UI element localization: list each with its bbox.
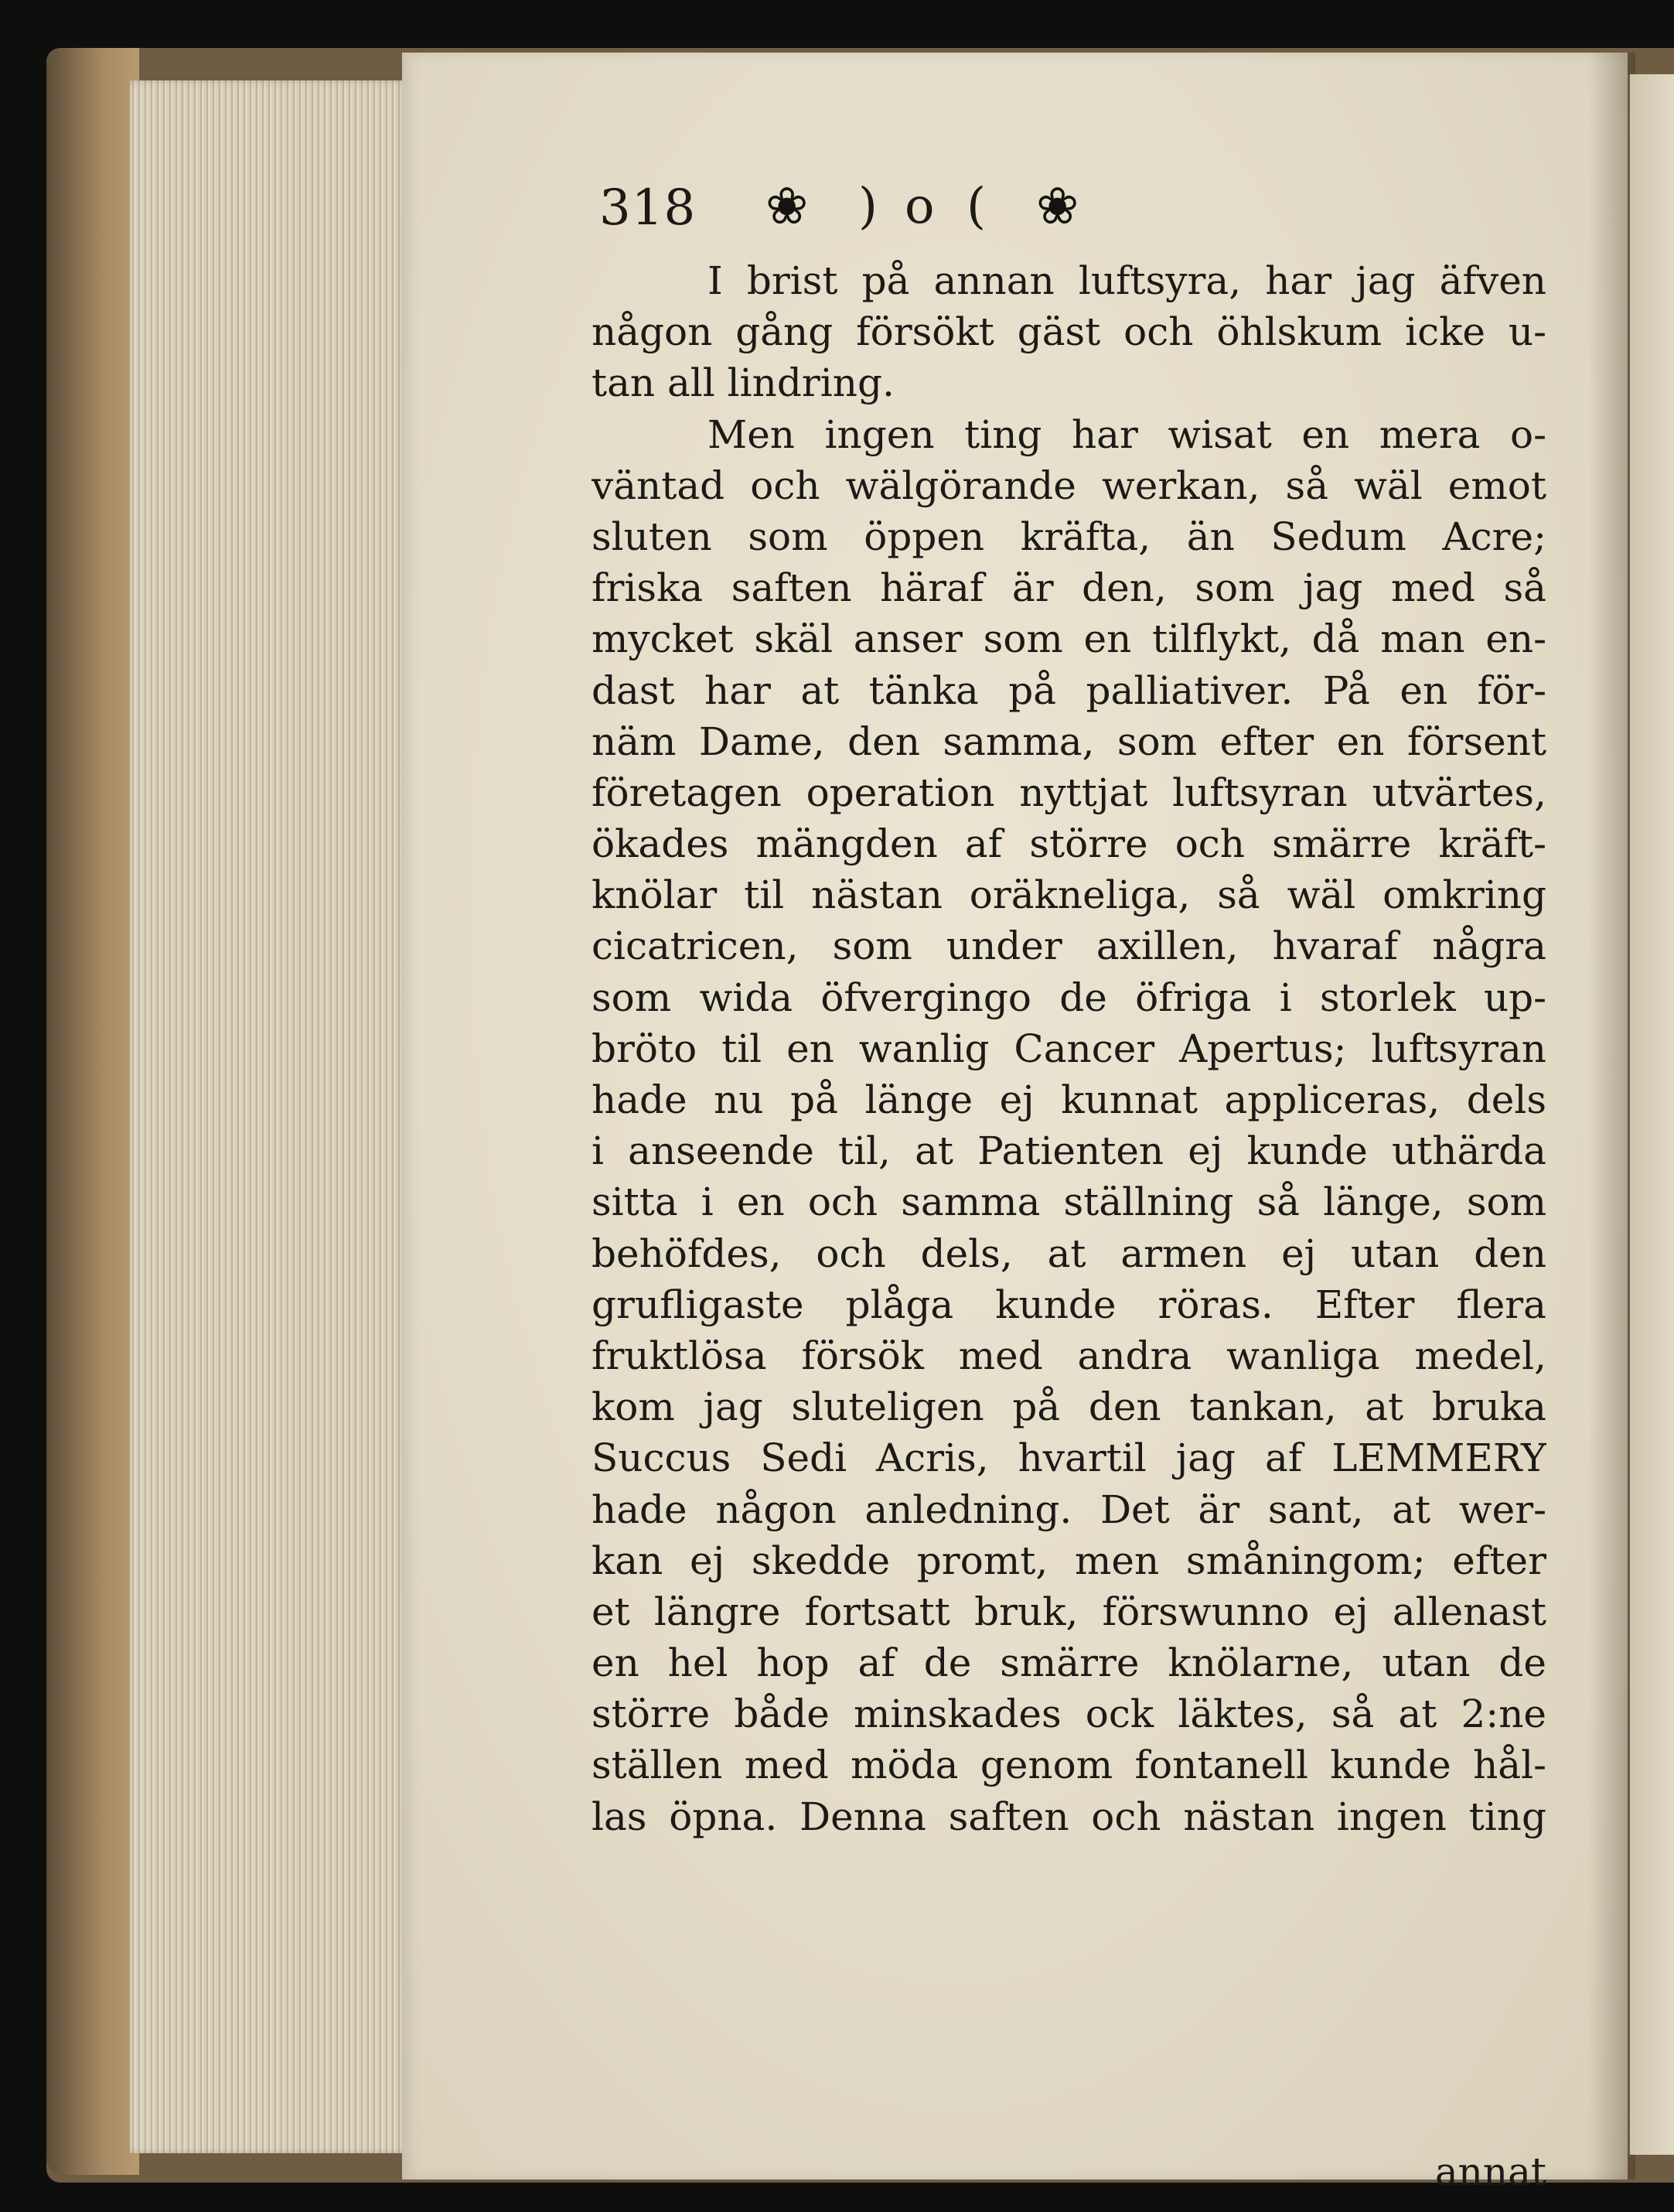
text-line: hade någon anledning. Det är sant, at wer- (592, 1487, 1546, 1532)
text-line: kom jag sluteligen på den tankan, at bruka (592, 1384, 1546, 1430)
header-paren-close: ) (858, 178, 878, 235)
text-line: las öpna. Denna saften och nästan ingen ting (592, 1794, 1546, 1839)
catchword: annat (1434, 2149, 1546, 2194)
book-spine-leather (46, 48, 139, 2175)
text-line: väntad och wälgörande werkan, så wäl emot (592, 463, 1546, 508)
text-line: en hel hop af de smärre knölarne, utan de (592, 1640, 1546, 1686)
text-line: behöfdes, och dels, at armen ej utan den (592, 1231, 1546, 1276)
page-number: 318 (599, 179, 697, 237)
flower-ornament-icon: ❀ (1036, 176, 1079, 236)
header-paren-open: ( (967, 178, 986, 235)
text-line: ökades mängden af större och smärre kräft- (592, 821, 1546, 867)
text-line: cicatricen, som under axillen, hvaraf några (592, 923, 1546, 969)
text-line: större både minskades ock läktes, så at 2:ne (592, 1691, 1546, 1737)
text-line: sluten som öppen kräfta, än Sedum Acre; (592, 514, 1546, 559)
text-line: mycket skäl anser som en tilflykt, då man en- (592, 616, 1546, 662)
text-line: sitta i en och samma ställning så länge, som (592, 1179, 1546, 1225)
text-line: Men ingen ting har wisat en mera o- (707, 411, 1546, 457)
header-center-mark: o (905, 178, 935, 235)
text-line: Succus Sedi Acris, hvartil jag af LEMMERY (592, 1435, 1546, 1481)
facing-page-edge (1628, 74, 1674, 2155)
text-line: I brist på annan luftsyra, har jag äfven (707, 258, 1546, 303)
text-line: dast har at tänka på palliativer. På en för- (592, 667, 1546, 713)
text-line: kan ej skedde promt, men småningom; efter (592, 1538, 1546, 1583)
text-line: hade nu på länge ej kunnat appliceras, dels (592, 1077, 1546, 1122)
text-line: någon gång försökt gäst och öhlskum icke u- (592, 309, 1546, 355)
text-line: knölar til nästan oräkneliga, så wäl omkring (592, 872, 1546, 918)
text-line: et längre fortsatt bruk, förswunno ej allenast (592, 1589, 1546, 1634)
text-line: grufligaste plåga kunde röras. Efter flera (592, 1282, 1546, 1327)
flower-ornament-icon: ❀ (765, 176, 809, 236)
body-text (592, 255, 1546, 2194)
text-line: som wida öfvergingo de öfriga i storlek up- (592, 975, 1546, 1020)
page-edges (130, 80, 408, 2153)
text-line: ställen med möda genom fontanell kunde hål- (592, 1743, 1546, 1788)
text-line: företagen operation nyttjat luftsyran utvärtes, (592, 770, 1546, 815)
text-line: friska saften häraf är den, som jag med så (592, 565, 1546, 611)
text-line: tan all lindring. (592, 360, 895, 406)
running-header (599, 176, 1295, 238)
text-line: näm Dame, den samma, som efter en försent (592, 719, 1546, 764)
text-line: bröto til en wanlig Cancer Apertus; luftsyran (592, 1026, 1546, 1071)
text-line: fruktlösa försök med andra wanliga medel, (592, 1333, 1546, 1378)
text-line: i anseende til, at Patienten ej kunde uthärda (592, 1128, 1546, 1174)
